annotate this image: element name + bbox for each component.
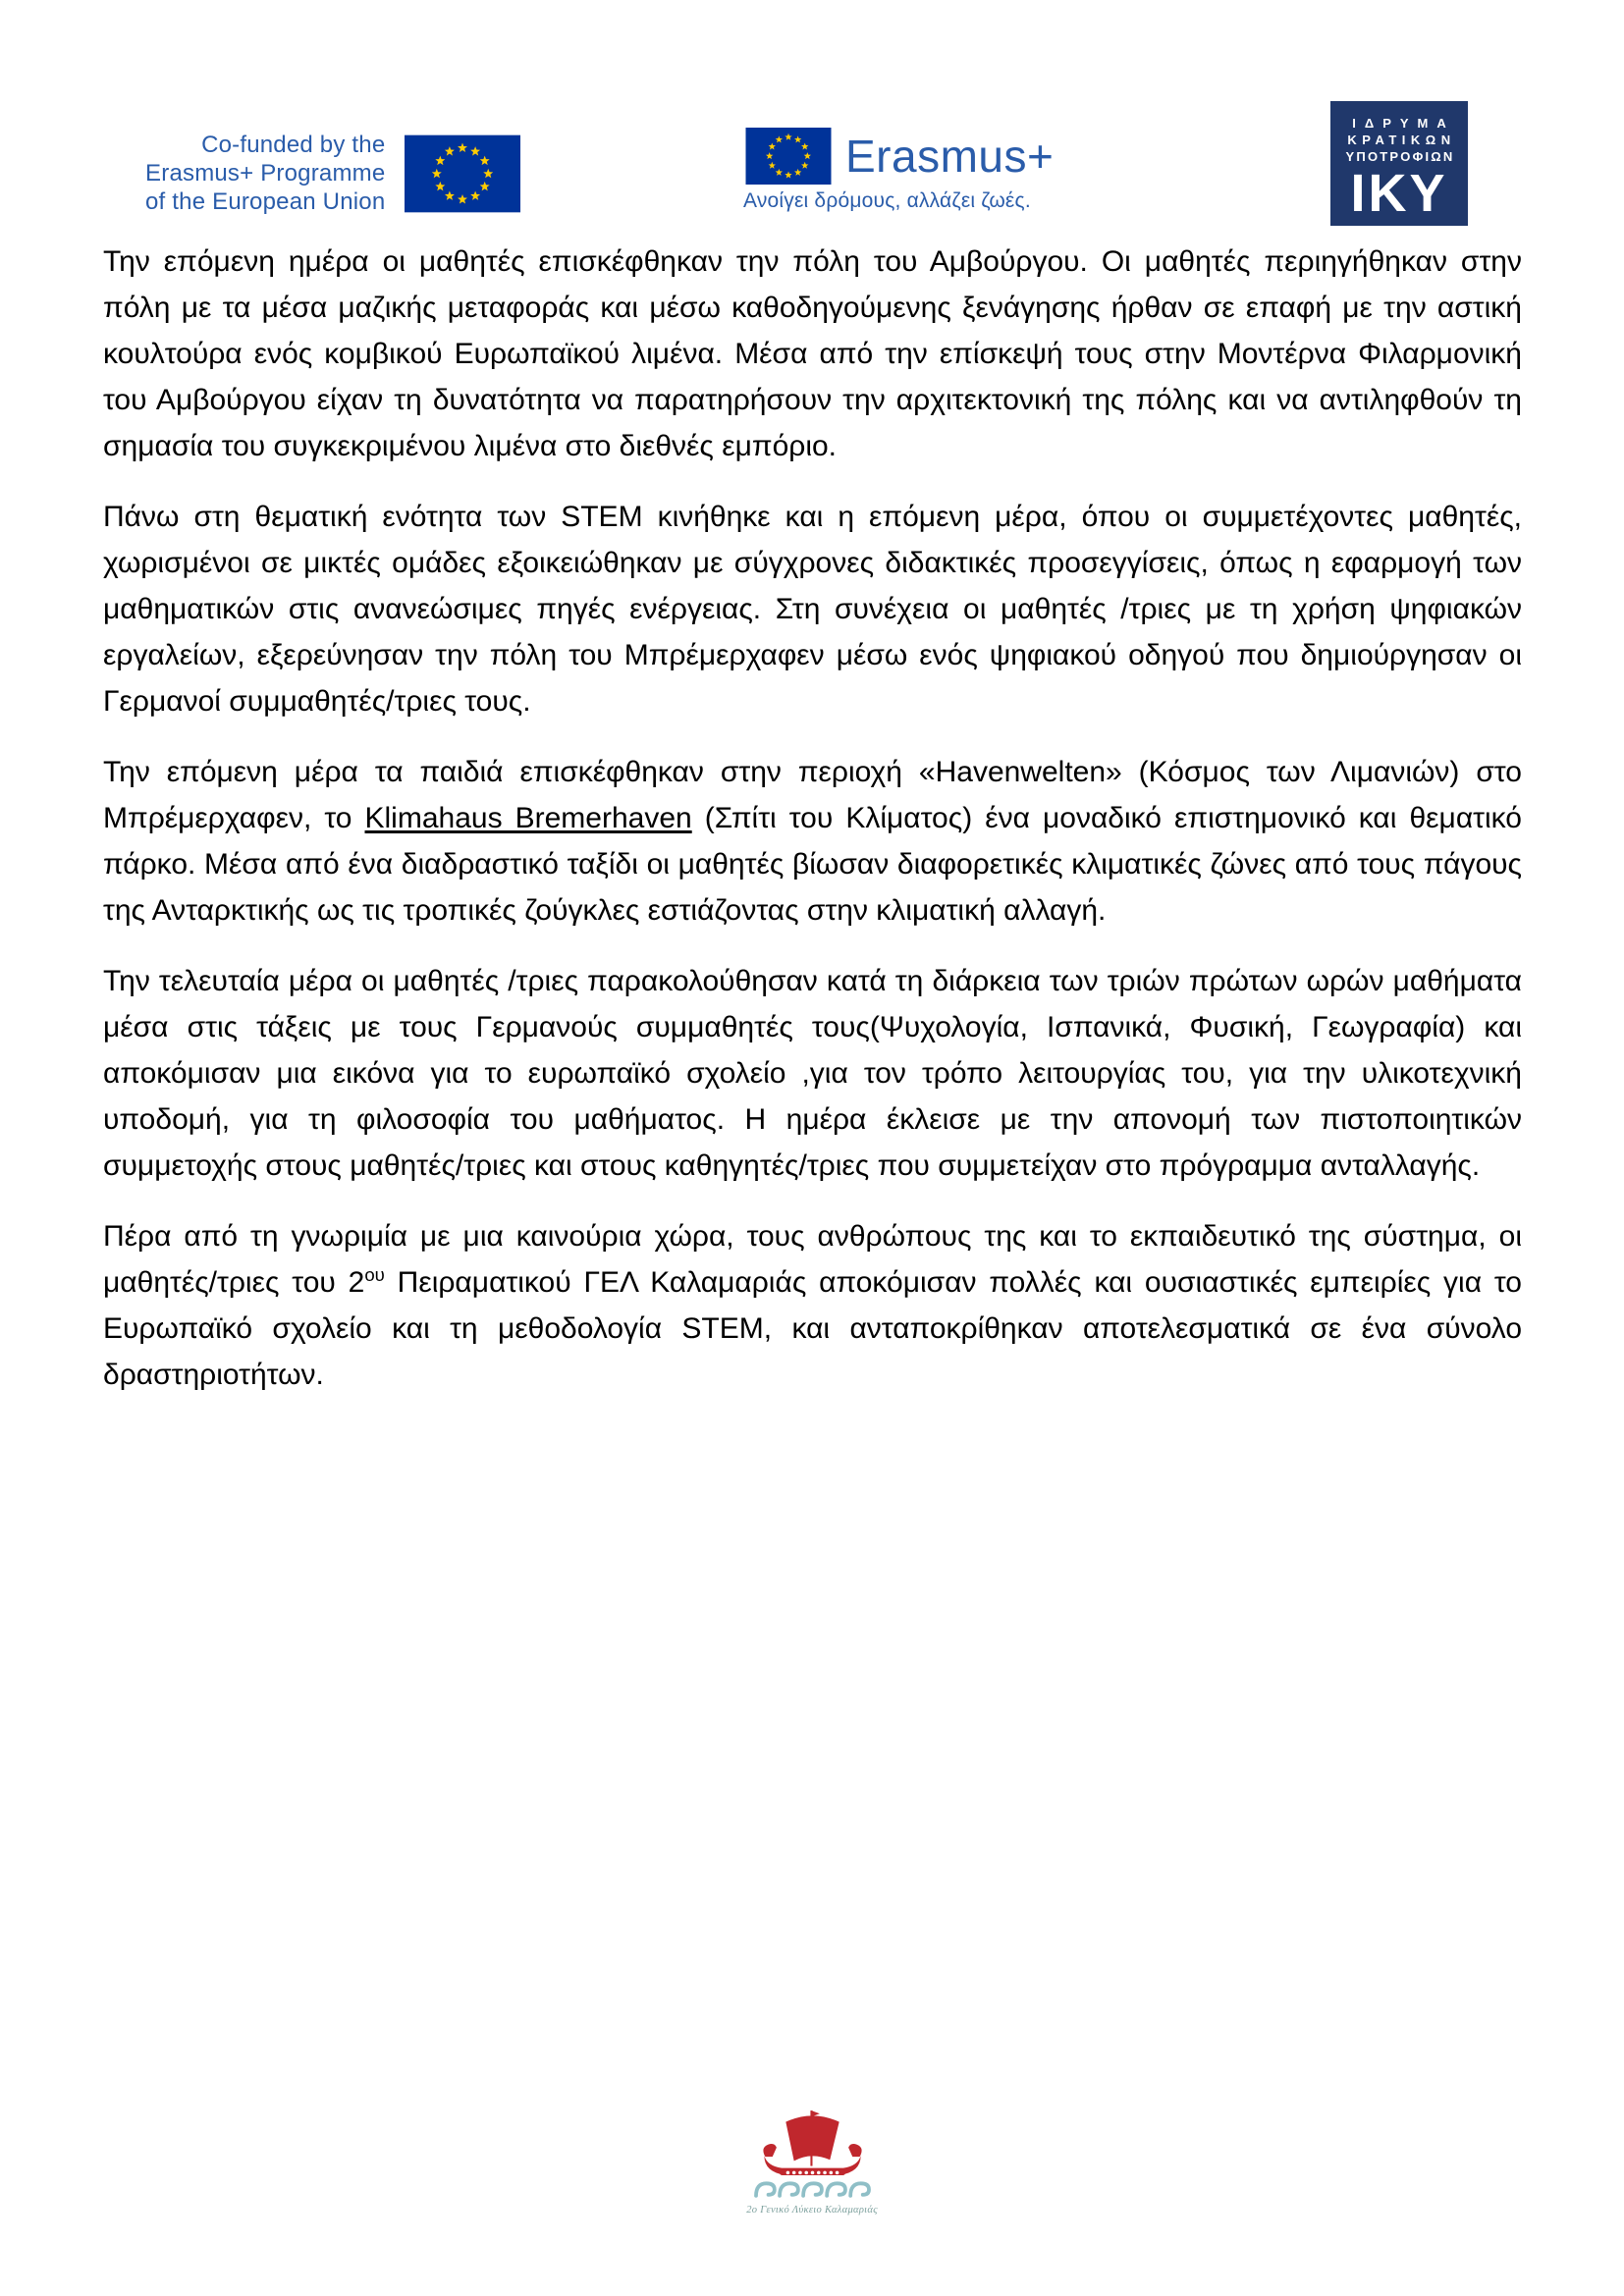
klimahaus-link[interactable]: Klimahaus Bremerhaven	[364, 802, 692, 834]
document-body	[103, 239, 1522, 1422]
school-name: 2ο Γενικό Λύκειο Καλαμαριάς	[746, 2205, 878, 2216]
iky-acronym: IKY	[1350, 164, 1448, 223]
iky-org-line: ΙΔΡΥΜΑ	[1352, 116, 1455, 131]
iky-org-line: ΥΠΟΤΡΟΦΙΩΝ	[1345, 149, 1455, 164]
paragraph-text: Την επόμενη ημέρα οι μαθητές επισκέφθηκαν την πόλη του Αμβούργου. Οι μαθητές περιηγήθηκαν στην πόλη με τα μέσα μαζικής μεταφοράς και μέσω καθοδηγούμενης ξενάγησης ήρθαν σε επαφή με την αστική κουλτούρα ενός κομβικού Ευρωπαϊκού λιμένα. Μέσα από την επίσκεψή τους στην Μοντέρνα Φιλαρμονική του Αμβούργου είχαν τη δυνατότητα να παρατηρήσουν την αρχιτεκτονική της πόλης και να αντιληφθούν τη σημασία του συγκεκριμένου λιμένα στο διεθνές εμπόριο.	[103, 245, 1522, 462]
ordinal-superscript: ου	[364, 1264, 385, 1285]
cofunded-line: Co-funded by the	[201, 132, 386, 158]
ship-icon	[746, 2109, 879, 2199]
paragraph-text: Πάνω στη θεματική ενότητα των STEM κινήθηκε και η επόμενη μέρα, όπου οι συμμετέχοντες μαθητές, χωρισμένοι σε μικτές ομάδες εξοικειώθηκαν με σύγχρονες διδακτικές προσεγγίσεις, όπως η εφαρμογή των μαθηματικών στις ανανεώσιμες πηγές ενέργειας. Στη συνέχεια οι μαθητές /τριες με τη χρήση ψηφιακών εργαλείων, εξερεύνησαν την πόλη του Μπρέμερχαφεν μέσω ενός ψηφιακού οδηγού που δημιούργησαν οι Γερμανοί συμμαθητές/τριες τους.	[103, 501, 1522, 718]
erasmus-wordmark: Erasmus+	[845, 131, 1055, 182]
iky-org-line: ΚΡΑΤΙΚΩΝ	[1347, 133, 1456, 147]
paragraph-text: Πέρα από τη γνωριμία με μια καινούρια χώρα, τους ανθρώπους της και το εκπαιδευτικό της σύστημα, οι μαθητές/τριες του 2	[103, 1220, 1522, 1299]
paragraph-text: (Σπίτι του Κλίματος) ένα μοναδικό επιστημονικό και θεματικό πάρκο. Μέσα από ένα διαδραστικό ταξίδι οι μαθητές βίωσαν διαφορετικές κλιματικές ζώνες από τους πάγους της Ανταρκτικής ως τις τροπικές ζούγκλες εστιάζοντας στην κλιματική αλλαγή.	[103, 802, 1522, 927]
paragraph-2	[103, 494, 1522, 724]
waves	[756, 2183, 869, 2196]
cofunded-line: Erasmus+ Programme	[145, 160, 386, 187]
paragraph-text: Πειραματικού ΓΕΛ Καλαμαριάς αποκόμισαν πολλές και ουσιαστικές εμπειρίες για το Ευρωπαϊκό σχολείο και τη μεθοδολογία STEM, και ανταποκρίθηκαν αποτελεσματικά σε ένα σύνολο δραστηριοτήτων.	[103, 1266, 1522, 1391]
paragraph-text: Την τελευταία μέρα οι μαθητές /τριες παρακολούθησαν κατά τη διάρκεια των τριών πρώτων ωρών μαθήματα μέσα στις τάξεις με τους Γερμανούς συμμαθητές τους(Ψυχολογία, Ισπανικά, Φυσική, Γεωγραφία) και αποκόμισαν μια εικόνα για το ευρωπαϊκό σχολείο ,για τον τρόπο λειτουργίας του, για την υλικοτεχνική υποδομή, για τη φιλοσοφία του μαθήματος. Η ημέρα έκλεισε με την απονομή των πιστοποιητικών συμμετοχής στους μαθητές/τριες και στους καθηγητές/τριες που συμμετείχαν στο πρόγραμμα ανταλλαγής.	[103, 965, 1522, 1182]
school-logo	[738, 2109, 886, 2216]
erasmus-plus-logo	[743, 128, 1054, 213]
paragraph-3	[103, 749, 1522, 934]
cofunded-line: of the European Union	[145, 188, 386, 215]
eu-flag-icon	[405, 134, 520, 213]
cofunded-text	[145, 131, 385, 216]
paragraph-text: Την επόμενη μέρα τα παιδιά επισκέφθηκαν στην περιοχή «Havenwelten» (Κόσμος των Λιμανιών) στο Μπρέμερχαφεν, το	[103, 756, 1522, 834]
eu-cofunded-logo	[145, 131, 520, 216]
erasmus-tagline: Ανοίγει δρόμους, αλλάζει ζωές.	[743, 189, 1031, 212]
paragraph-1	[103, 239, 1522, 469]
eu-flag-icon	[743, 128, 834, 185]
paragraph-4	[103, 958, 1522, 1189]
paragraph-5	[103, 1213, 1522, 1398]
iky-logo	[1330, 101, 1468, 226]
